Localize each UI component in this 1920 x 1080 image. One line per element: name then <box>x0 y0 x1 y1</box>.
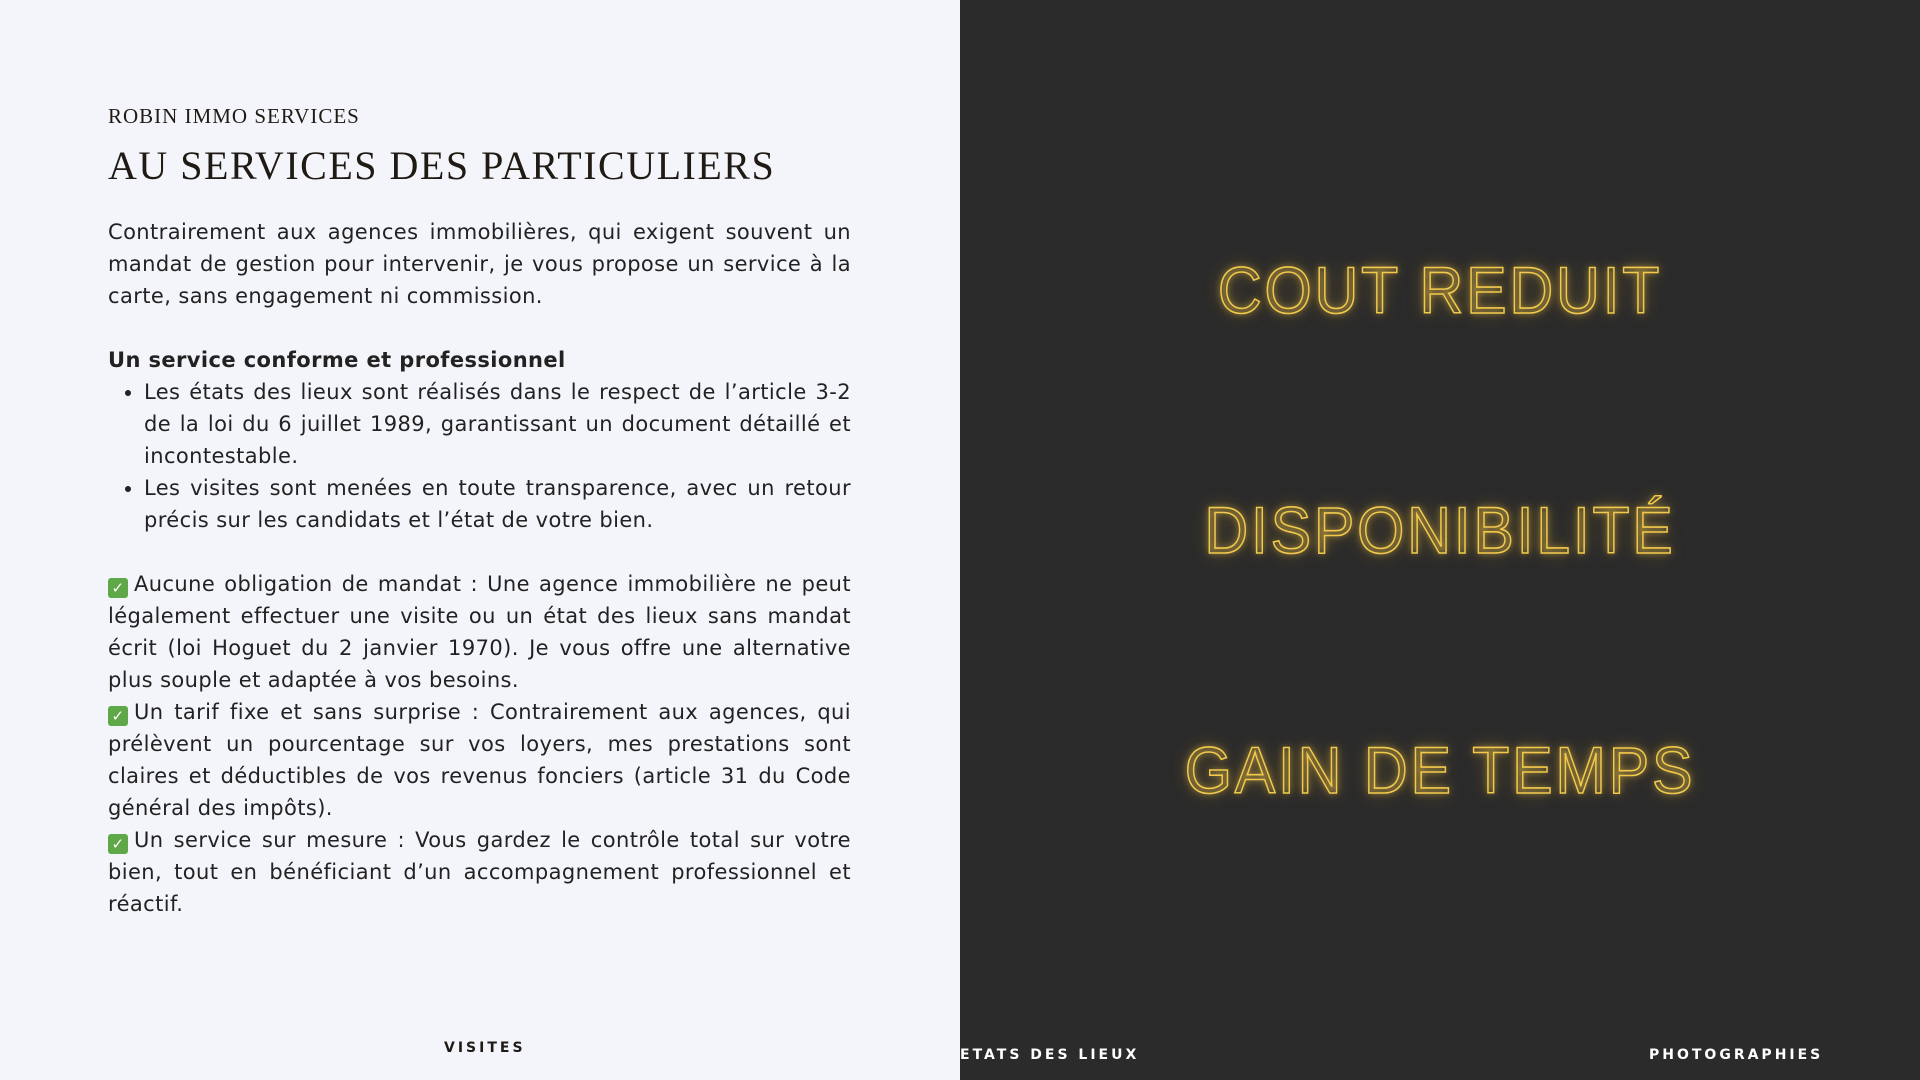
check-item-text: Un tarif fixe et sans surprise : Contrairement aux agences, qui prélèvent un pourcentage sur vos loyers, mes prestations sont claires et déductibles de vos revenus fonciers (article 31 du Code général des impôts). <box>108 700 851 820</box>
nav-link-etats-des-lieux[interactable]: ETATS DES LIEUX <box>960 1047 1140 1063</box>
list-item: • Les états des lieux sont réalisés dans le respect de l’article 3-2 de la loi du 6 juillet 1989, garantissant un document détaillé et incontestable. <box>144 376 851 472</box>
neon-word-cout-reduit: COUT REDUIT <box>1217 253 1663 327</box>
page-title: AU SERVICES DES PARTICULIERS <box>108 143 776 188</box>
check-item <box>108 696 851 824</box>
nav-link-visites[interactable]: VISITES <box>444 1040 526 1056</box>
right-panel <box>960 0 1920 1080</box>
check-item-text: Un service sur mesure : Vous gardez le contrôle total sur votre bien, tout en bénéficiant d’un accompagnement professionnel et réactif. <box>108 828 851 916</box>
check-box-icon: ✓ <box>108 578 128 598</box>
subheading: Un service conforme et professionnel <box>108 348 566 372</box>
check-box-icon: ✓ <box>108 834 128 854</box>
nav-link-photographies[interactable]: PHOTOGRAPHIES <box>1649 1047 1824 1063</box>
check-item <box>108 824 851 920</box>
check-box-icon: ✓ <box>108 706 128 726</box>
content-body <box>108 216 851 920</box>
intro-paragraph: Contrairement aux agences immobilières, qui exigent souvent un mandat de gestion pour intervenir, je vous propose un service à la carte, sans engagement ni commission. <box>108 220 851 308</box>
brand-label: ROBIN IMMO SERVICES <box>108 104 360 128</box>
neon-word-disponibilite: DISPONIBILITÉ <box>1204 493 1676 567</box>
check-item <box>108 568 851 696</box>
bullet-list <box>108 376 851 536</box>
neon-word-gain-de-temps: GAIN DE TEMPS <box>1184 733 1696 807</box>
check-item-text: Aucune obligation de mandat : Une agence immobilière ne peut légalement effectuer une visite ou un état des lieux sans mandat écrit (loi Hoguet du 2 janvier 1970). Je vous offre une alternative plus souple et adaptée à vos besoins. <box>108 572 851 692</box>
list-item: • Les visites sont menées en toute transparence, avec un retour précis sur les candidats et l’état de votre bien. <box>144 472 851 536</box>
